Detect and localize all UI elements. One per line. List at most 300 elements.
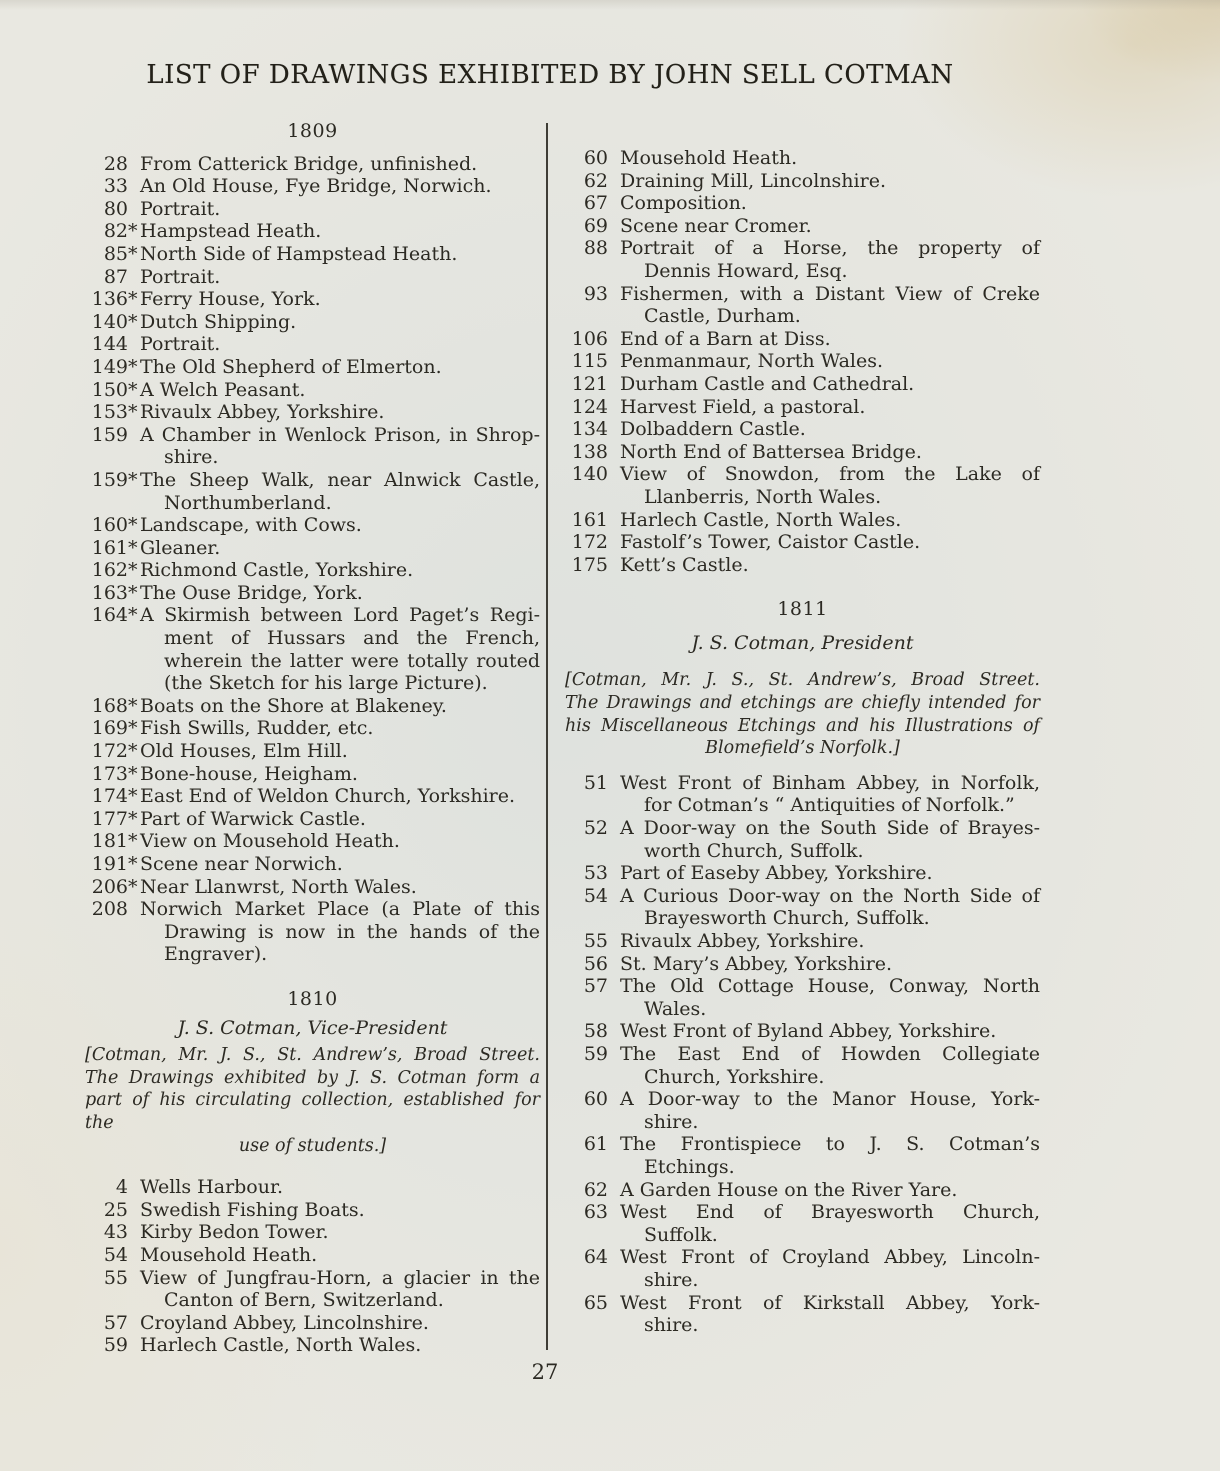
note-line: [Cotman, Mr. J. S., St. Andrew’s, Broad Street. (85, 1045, 540, 1066)
entry-row (565, 1133, 1040, 1178)
entry-line: Landscape, with Cows. (140, 514, 362, 537)
entry-number (85, 875, 138, 899)
entry-text (620, 350, 1040, 373)
entry-line: Penmanmaur, North Wales. (620, 350, 884, 373)
entry-text (620, 953, 1040, 976)
entry-number (565, 441, 608, 464)
entry-text (620, 215, 1040, 238)
entry-line: A Chamber in Wenlock Prison, in Shrop- (140, 423, 540, 446)
entry-row (85, 559, 540, 582)
entry-number (85, 1199, 128, 1222)
entry-number-text: 60 (583, 147, 608, 169)
entry-line: Portrait. (140, 197, 221, 220)
entry-line: Part of Easeby Abbey, Yorkshire. (620, 862, 933, 885)
entry-text (140, 604, 540, 694)
entry-row (565, 885, 1040, 930)
entry-number-text: 63 (583, 1201, 608, 1224)
entry-number-text: 57 (103, 1311, 128, 1334)
entry-text (140, 1176, 540, 1199)
entry-row (565, 930, 1040, 953)
entry-text (620, 1043, 1040, 1088)
entry-number (85, 153, 128, 176)
section-subtitle: J. S. Cotman, President (691, 631, 914, 654)
entry-row (85, 401, 540, 424)
entry-row (85, 424, 540, 469)
entry-text (620, 554, 1040, 577)
entry-number (565, 1088, 608, 1111)
entry-line: Castle, Durham. (644, 305, 801, 328)
entry-row (85, 220, 540, 243)
entry-number-text: 57 (583, 975, 608, 998)
entry-text (140, 1244, 540, 1267)
note-line: The Drawings exhibited by J. S. Cotman form a (85, 1067, 540, 1088)
entry-text (620, 1246, 1040, 1291)
entry-number-text: 163 (91, 581, 128, 604)
entry-text (620, 237, 1040, 282)
entry-row (85, 1244, 540, 1267)
entry-row (565, 975, 1040, 1020)
entry-line: Swedish Fishing Boats. (140, 1198, 365, 1221)
entry-number (85, 785, 138, 808)
entry-text (140, 333, 540, 356)
entry-number-text: 28 (103, 152, 128, 175)
entry-number (565, 147, 608, 170)
entry-line: Bone-house, Heigham. (140, 762, 358, 785)
entry-number-text: 64 (583, 1246, 608, 1269)
entry-text (140, 401, 540, 424)
entry-number (85, 198, 128, 221)
entry-number (85, 830, 138, 853)
entry-star: * (128, 807, 138, 830)
entry-text (140, 379, 540, 402)
entry-number (85, 401, 138, 424)
entry-line: North Side of Hampstead Heath. (140, 242, 458, 265)
entry-line: Old Houses, Elm Hill. (140, 740, 348, 763)
entry-row (85, 582, 540, 605)
entry-line: Croyland Abbey, Lincolnshire. (140, 1311, 429, 1334)
entry-number (565, 885, 608, 908)
entries-list (565, 772, 1040, 1337)
entry-line: Boats on the Shore at Blakeney. (140, 694, 447, 717)
entry-line: Rivaulx Abbey, Yorkshire. (140, 401, 385, 424)
entry-number (85, 1176, 128, 1199)
entry-text (620, 147, 1040, 170)
entry-row (85, 469, 540, 514)
entry-row (85, 175, 540, 198)
entry-line: Harlech Castle, North Wales. (140, 1334, 422, 1357)
entry-row (565, 1043, 1040, 1088)
entry-row (85, 198, 540, 221)
entry-star: * (128, 468, 138, 491)
entry-line: Durham Castle and Cathedral. (620, 372, 915, 395)
entry-text (620, 328, 1040, 351)
entry-number (85, 266, 128, 289)
entry-number (565, 418, 608, 441)
entry-number (85, 740, 138, 763)
entry-number (565, 531, 608, 554)
entry-line: Wells Harbour. (140, 1176, 284, 1199)
entry-row (565, 192, 1040, 215)
entry-row (565, 328, 1040, 351)
entry-text (140, 175, 540, 198)
entry-number-text: 62 (583, 169, 608, 192)
entry-line: From Catterick Bridge, unfinished. (140, 152, 478, 175)
entry-number (565, 1179, 608, 1202)
entry-row (85, 740, 540, 763)
entry-text (620, 283, 1040, 328)
entry-row (85, 356, 540, 379)
entry-number-text: 208 (91, 898, 128, 921)
entry-star: * (128, 559, 138, 582)
entry-line: Ferry House, York. (140, 288, 321, 311)
entry-number-text: 60 (583, 1088, 608, 1111)
entry-line: Portrait. (140, 333, 221, 356)
entry-line: Fish Swills, Rudder, etc. (140, 717, 374, 740)
entry-number (85, 220, 138, 243)
entry-text (620, 975, 1040, 1020)
entry-number-text: 4 (115, 1176, 128, 1199)
entry-text (140, 717, 540, 740)
entry-line: (the Sketch for his large Picture). (164, 672, 488, 695)
entry-number-text: 55 (103, 1266, 128, 1289)
entry-text (620, 418, 1040, 441)
entry-star: * (128, 581, 138, 604)
entry-line: Brayesworth Church, Suffolk. (644, 907, 930, 930)
entry-line: shire. (644, 1314, 699, 1337)
entry-line: West End of Brayesworth Church, (620, 1201, 1040, 1224)
entry-line: Fastolf’s Tower, Caistor Castle. (620, 531, 921, 554)
entry-line: shire. (644, 1110, 699, 1133)
section-note (85, 1044, 540, 1157)
entry-number (565, 215, 608, 238)
entry-text (140, 763, 540, 786)
entry-number-text: 149 (91, 355, 128, 378)
entry-number-text: 172 (571, 531, 608, 554)
entry-row (85, 1176, 540, 1199)
entry-line: Kirby Bedon Tower. (140, 1221, 329, 1244)
entry-star: * (128, 853, 138, 875)
note-line: Blomefield’s Norfolk.] (705, 738, 900, 759)
entry-line: View on Mousehold Heath. (140, 830, 400, 853)
note-line: The Drawings and etchings are chiefly intended for (565, 693, 1040, 714)
entry-line: Fishermen, with a Distant View of Creke (620, 282, 1040, 305)
entry-text (620, 930, 1040, 953)
entry-line: Draining Mill, Lincolnshire. (620, 169, 886, 192)
entry-number-text: 138 (571, 440, 608, 463)
year-heading: 1809 (287, 120, 338, 142)
entry-number-text: 25 (103, 1198, 128, 1221)
entry-row (85, 153, 540, 176)
entry-line: Gleaner. (140, 536, 221, 559)
entry-row (565, 817, 1040, 862)
entry-text (620, 1020, 1040, 1043)
entry-star: * (128, 604, 138, 627)
entry-number-text: 43 (103, 1221, 128, 1244)
entry-line: Harvest Field, a pastoral. (620, 395, 866, 418)
entry-star: * (128, 740, 138, 763)
entry-number (85, 1334, 128, 1357)
entry-number-text: 93 (583, 282, 608, 305)
entry-text (620, 509, 1040, 532)
entry-line: East End of Weldon Church, Yorkshire. (140, 785, 516, 808)
entry-number-text: 191 (91, 853, 128, 875)
entry-number-text: 67 (583, 192, 608, 215)
entry-number-text: 58 (583, 1020, 608, 1043)
note-line: use of students.] (238, 1135, 387, 1156)
entry-text (140, 288, 540, 311)
page-title: LIST OF DRAWINGS EXHIBITED BY JOHN SELL COTMAN (146, 60, 954, 90)
entry-number-text: 85 (103, 242, 128, 265)
entry-text (140, 537, 540, 560)
entry-text (620, 373, 1040, 396)
entry-number-text: 52 (583, 817, 608, 840)
entry-text (620, 396, 1040, 419)
entry-star: * (128, 536, 138, 559)
entry-line: ment of Hussars and the French, (164, 627, 540, 650)
entry-line: A Door-way on the South Side of Brayes- (620, 817, 1040, 840)
entry-number-text: 121 (571, 372, 608, 395)
entry-row (565, 147, 1040, 170)
section-note (565, 669, 1040, 759)
entry-line: Rivaulx Abbey, Yorkshire. (620, 930, 865, 952)
entry-row (565, 509, 1040, 532)
entry-text (620, 1088, 1040, 1133)
entry-number-text: 162 (91, 559, 128, 582)
entry-text (140, 514, 540, 537)
entry-text (620, 1133, 1040, 1178)
entry-line: A Welch Peasant. (140, 378, 306, 401)
entry-number (565, 1201, 608, 1224)
entry-number (85, 514, 138, 537)
entry-text (620, 192, 1040, 215)
entry-line: Scene near Cromer. (620, 214, 812, 237)
entry-text (140, 469, 540, 514)
entry-row (85, 379, 540, 402)
entry-number (565, 817, 608, 840)
entry-number (85, 581, 138, 605)
entry-number (85, 898, 128, 921)
entry-number-text: 173 (91, 762, 128, 785)
entry-row (85, 333, 540, 356)
entry-star: * (128, 288, 138, 311)
entry-line: Canton of Bern, Switzerland. (164, 1289, 444, 1312)
entry-number-text: 53 (583, 862, 608, 885)
entry-line: worth Church, Suffolk. (644, 839, 864, 862)
entry-text (620, 531, 1040, 554)
entry-number-text: 161 (571, 508, 608, 531)
entry-text (140, 582, 540, 605)
entry-line: Richmond Castle, Yorkshire. (140, 559, 414, 582)
entry-text (140, 1221, 540, 1244)
entry-number-text: 150 (91, 378, 128, 401)
entry-text (620, 772, 1040, 817)
entry-number-text: 169 (91, 717, 128, 740)
entry-row (565, 1020, 1040, 1043)
entry-number (565, 170, 608, 193)
column-right (565, 120, 1040, 1337)
entry-number-text: 88 (583, 237, 608, 260)
entry-line: The Ouse Bridge, York. (140, 581, 363, 604)
entry-text (140, 198, 540, 221)
entry-line: Dutch Shipping. (140, 310, 297, 333)
entry-star: * (128, 401, 138, 424)
entry-text (140, 830, 540, 853)
entry-text (140, 266, 540, 289)
note-line: [Cotman, Mr. J. S., St. Andrew’s, Broad Street. (565, 670, 1040, 691)
entry-row (565, 373, 1040, 396)
entry-line: The East End of Howden Collegiate (620, 1042, 1040, 1065)
entry-text (140, 808, 540, 831)
entry-star: * (128, 242, 138, 265)
entry-number-text: 80 (103, 197, 128, 220)
entry-number (85, 853, 138, 876)
entry-row (85, 876, 540, 899)
entry-number-text: 61 (583, 1133, 608, 1156)
entry-row (85, 604, 540, 694)
entry-number (565, 953, 608, 976)
entry-text (140, 243, 540, 266)
entry-row (565, 1292, 1040, 1337)
entry-row (85, 1199, 540, 1222)
entry-row (85, 853, 540, 876)
entry-number-text: 59 (103, 1334, 128, 1357)
entry-number (565, 237, 608, 260)
entry-text (140, 311, 540, 334)
entry-number (85, 1312, 128, 1335)
entry-row (85, 898, 540, 966)
entry-line: for Cotman’s “ Antiquities of Norfolk.” (644, 794, 1015, 817)
entry-line: West Front of Binham Abbey, in Norfolk, (620, 771, 1040, 794)
entry-number-text: 69 (583, 214, 608, 237)
entry-number (565, 350, 608, 373)
entry-text (140, 898, 540, 966)
entry-line: A Garden House on the River Yare. (620, 1178, 958, 1201)
entry-line: Mousehold Heath. (620, 147, 798, 169)
entry-number (565, 283, 608, 306)
entry-text (140, 559, 540, 582)
entry-text (620, 1292, 1040, 1337)
entry-number (565, 975, 608, 998)
entry-line: Engraver). (164, 943, 268, 966)
entry-line: The Old Shepherd of Elmerton. (140, 355, 442, 378)
entry-row (565, 1179, 1040, 1202)
column-divider (546, 123, 548, 1350)
entry-row (565, 215, 1040, 238)
entry-line: Etchings. (644, 1155, 735, 1178)
entry-line: Dolbaddern Castle. (620, 418, 806, 441)
entry-number (565, 772, 608, 795)
entry-number-text: 33 (103, 175, 128, 198)
entry-number (565, 328, 608, 351)
entry-row (85, 514, 540, 537)
entry-number-text: 136 (91, 288, 128, 311)
entry-line: Scene near Norwich. (140, 853, 343, 875)
entry-text (140, 876, 540, 899)
entry-line: shire. (644, 1268, 699, 1291)
entry-line: Mousehold Heath. (140, 1243, 318, 1266)
entry-number (85, 1221, 128, 1244)
entry-number (565, 463, 608, 486)
entry-row (85, 266, 540, 289)
entry-text (620, 441, 1040, 464)
entry-number (565, 509, 608, 532)
entry-line: West Front of Byland Abbey, Yorkshire. (620, 1020, 997, 1043)
entry-star: * (128, 220, 138, 243)
entry-line: View of Snowdon, from the Lake of (620, 463, 1040, 486)
entry-row (85, 288, 540, 311)
entry-row (85, 785, 540, 808)
entry-number-text: 140 (91, 310, 128, 333)
entry-text (140, 424, 540, 469)
entry-number-text: 124 (571, 395, 608, 418)
entry-text (140, 1334, 540, 1357)
entry-number (85, 242, 138, 266)
entry-number-text: 161 (91, 536, 128, 559)
entry-row (565, 1088, 1040, 1133)
entry-number-text: 159 (91, 468, 128, 491)
entry-text (140, 153, 540, 176)
entry-number (565, 1292, 608, 1315)
section-subtitle: J. S. Cotman, Vice-President (177, 1016, 448, 1039)
entry-star: * (128, 355, 138, 378)
entry-number (85, 378, 138, 402)
entry-row (85, 695, 540, 718)
entry-row (565, 862, 1040, 885)
entry-number (565, 373, 608, 396)
entry-line: West Front of Kirkstall Abbey, York- (620, 1291, 1040, 1314)
entry-number-text: 56 (583, 952, 608, 975)
entry-line: Kett’s Castle. (620, 553, 749, 576)
entry-line: End of a Barn at Diss. (620, 327, 831, 350)
entry-line: Suffolk. (644, 1223, 718, 1246)
entry-number (85, 717, 138, 740)
entry-line: Portrait of a Horse, the property of (620, 237, 1040, 260)
entry-number (85, 310, 138, 334)
entry-line: The Frontispiece to J. S. Cotman’s (620, 1133, 1040, 1156)
entry-row (85, 243, 540, 266)
entry-number (85, 333, 128, 356)
entry-number (565, 1020, 608, 1043)
entry-number-text: 115 (571, 350, 608, 373)
entry-number-text: 160 (91, 514, 128, 537)
entry-star: * (128, 514, 138, 537)
entry-number-text: 65 (583, 1291, 608, 1314)
entry-text (620, 170, 1040, 193)
entry-row (565, 396, 1040, 419)
entry-text (620, 1179, 1040, 1202)
entry-number-text: 62 (583, 1178, 608, 1201)
entry-line: St. Mary’s Abbey, Yorkshire. (620, 952, 893, 975)
entry-star: * (128, 762, 138, 785)
entry-line: Wales. (644, 997, 707, 1020)
entry-text (620, 463, 1040, 508)
entry-number (85, 762, 138, 786)
entry-row (565, 1201, 1040, 1246)
entries-list (85, 153, 540, 966)
entry-number-text: 175 (571, 553, 608, 576)
entry-line: A Door-way to the Manor House, York- (620, 1088, 1040, 1111)
entry-text (140, 356, 540, 379)
entry-text (620, 862, 1040, 885)
entry-star: * (128, 717, 138, 740)
entry-star: * (128, 378, 138, 401)
entry-number (85, 1244, 128, 1267)
entry-number-text: 206 (91, 875, 128, 898)
entry-line: Portrait. (140, 265, 221, 288)
entry-row (565, 463, 1040, 508)
entry-line: shire. (164, 446, 219, 469)
entry-text (620, 1201, 1040, 1246)
